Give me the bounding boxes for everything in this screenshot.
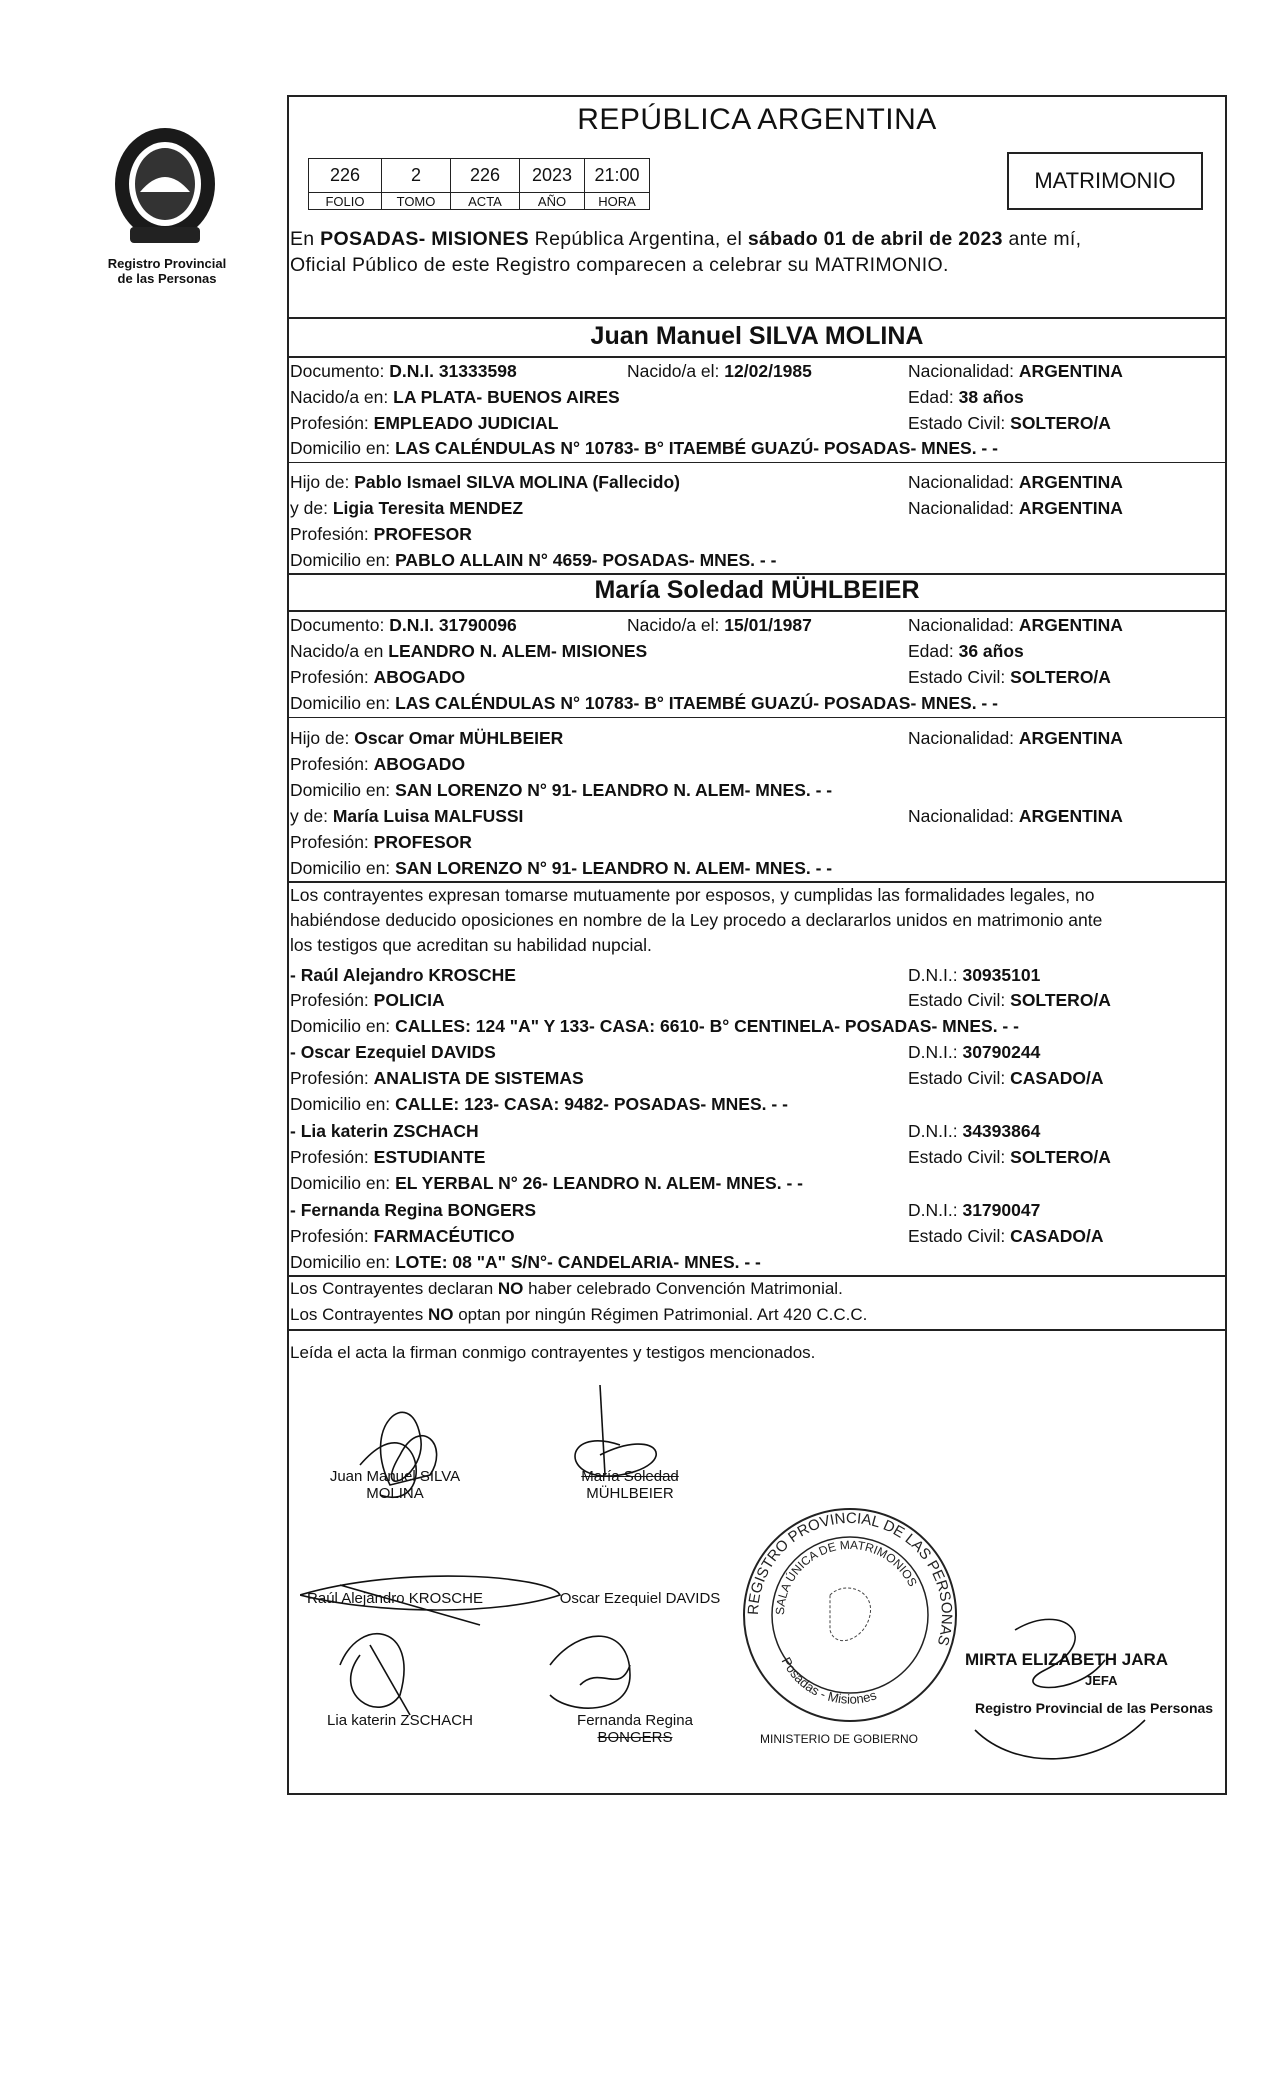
- spouse1-civil-status: Estado Civil: SOLTERO/A: [908, 413, 1111, 433]
- official-name: MIRTA ELIZABETH JARA: [965, 1650, 1169, 1669]
- witness3-address: Domicilio en: EL YERBAL N° 26- LEANDRO N. ALEM- MNES. - -: [290, 1173, 803, 1193]
- record-type-box: MATRIMONIO: [1007, 152, 1203, 210]
- witness3-profession: Profesión: ESTUDIANTE: [290, 1147, 486, 1167]
- spouse2-profession: Profesión: ABOGADO: [290, 667, 466, 687]
- sig-caption-spouse1: Juan Manuel SILVA MOLINA: [329, 1468, 461, 1502]
- divider: [287, 1275, 1227, 1277]
- logo-caption: Registro Provincial de las Personas: [107, 256, 227, 286]
- spouse2-father: Hijo de: Oscar Omar MÜHLBEIER: [290, 728, 564, 748]
- divider: [287, 573, 1227, 575]
- spouse2-father-nationality: Nacionalidad: ARGENTINA: [908, 728, 1123, 748]
- divider: [287, 317, 1227, 319]
- acta-value: 226: [451, 159, 520, 193]
- spouse2-nationality: Nacionalidad: ARGENTINA: [908, 615, 1123, 635]
- spouse2-mother-nationality: Nacionalidad: ARGENTINA: [908, 806, 1123, 826]
- witness2-address: Domicilio en: CALLE: 123- CASA: 9482- POSADAS- MNES. - -: [290, 1094, 788, 1114]
- sig-caption-spouse2: María Soledad MÜHLBEIER: [581, 1468, 679, 1502]
- svg-text:SALA ÚNICA DE MATRIMONIOS: [773, 1538, 920, 1615]
- spouse1-father: Hijo de: Pablo Ismael SILVA MOLINA (Fallecido): [290, 472, 680, 492]
- spouse2-father-profession: Profesión: ABOGADO: [290, 754, 466, 774]
- witness2-civil: Estado Civil: CASADO/A: [908, 1068, 1104, 1088]
- witness1-dni: D.N.I.: 30935101: [908, 965, 1041, 985]
- convention-statement: Los Contrayentes declaran NO haber celebrado Convención Matrimonial.: [290, 1279, 843, 1298]
- witness4-profession: Profesión: FARMACÉUTICO: [290, 1226, 515, 1246]
- witness4-address: Domicilio en: LOTE: 08 "A" S/N°- CANDELARIA- MNES. - -: [290, 1252, 761, 1272]
- spouse2-civil-status: Estado Civil: SOLTERO/A: [908, 667, 1111, 687]
- folio-label: FOLIO: [309, 193, 382, 210]
- spouse1-profession: Profesión: EMPLEADO JUDICIAL: [290, 413, 559, 433]
- spouse1-parents-address: Domicilio en: PABLO ALLAIN N° 4659- POSADAS- MNES. - -: [290, 550, 777, 570]
- svg-text:Posadas - Misiones: [779, 1655, 879, 1707]
- sig-caption-witness2: Oscar Ezequiel DAVIDS: [559, 1590, 721, 1607]
- regime-statement: Los Contrayentes NO optan por ningún Régimen Patrimonial. Art 420 C.C.C.: [290, 1305, 868, 1324]
- spouse1-nationality: Nacionalidad: ARGENTINA: [908, 361, 1123, 381]
- witness3-dni: D.N.I.: 34393864: [908, 1121, 1041, 1141]
- sig-caption-witness1: Raúl Alejandro KROSCHE: [307, 1590, 483, 1607]
- spouse2-mother-profession: Profesión: PROFESOR: [290, 832, 472, 852]
- witness4-civil: Estado Civil: CASADO/A: [908, 1226, 1104, 1246]
- spouse2-birthdate: Nacido/a el: 15/01/1987: [627, 615, 812, 635]
- spouse1-parents-profession: Profesión: PROFESOR: [290, 524, 472, 544]
- spouse2-birthplace: Nacido/a en LEANDRO N. ALEM- MISIONES: [290, 641, 648, 661]
- closing-text: Leída el acta la firman conmigo contrayentes y testigos mencionados.: [290, 1343, 816, 1362]
- witness2-dni: D.N.I.: 30790244: [908, 1042, 1041, 1062]
- divider: [287, 462, 1227, 463]
- divider: [287, 356, 1227, 358]
- spouse1-mother-nationality: Nacionalidad: ARGENTINA: [908, 498, 1123, 518]
- svg-text:REGISTRO PROVINCIAL DE LAS PER: [745, 1510, 955, 1648]
- spouse1-name: Juan Manuel SILVA MOLINA: [590, 322, 924, 350]
- witness2-profession: Profesión: ANALISTA DE SISTEMAS: [290, 1068, 584, 1088]
- witness1-name: - Raúl Alejandro KROSCHE: [290, 965, 516, 985]
- stamp-outer-text: REGISTRO PROVINCIAL DE LAS PERSONAS: [744, 1509, 956, 1648]
- spouse2-mother-address: Domicilio en: SAN LORENZO N° 91- LEANDRO N. ALEM- MNES. - -: [290, 858, 833, 878]
- divider: [287, 610, 1227, 612]
- witness3-civil: Estado Civil: SOLTERO/A: [908, 1147, 1111, 1167]
- witness2-name: - Oscar Ezequiel DAVIDS: [290, 1042, 496, 1062]
- spouse1-address: Domicilio en: LAS CALÉNDULAS N° 10783- B° ITAEMBÉ GUAZÚ- POSADAS- MNES. - -: [290, 438, 998, 458]
- hora-value: 21:00: [585, 159, 650, 193]
- witness4-dni: D.N.I.: 31790047: [908, 1200, 1041, 1220]
- province-logo: [105, 122, 225, 252]
- official-role: JEFA: [1085, 1673, 1118, 1688]
- spouse1-age: Edad: 38 años: [908, 387, 1024, 407]
- official-office: Registro Provincial de las Personas: [975, 1700, 1214, 1716]
- declaration-text: Los contrayentes expresan tomarse mutuamente por esposos, y cumplidas las formalidades legales, no habiéndose deducido oposiciones en nombre de la Ley procedo a declararlos unidos en matrimonio ante los testigos que acreditan su habilidad nupcial.: [290, 885, 1103, 955]
- spouse2-father-address: Domicilio en: SAN LORENZO N° 91- LEANDRO N. ALEM- MNES. - -: [290, 780, 833, 800]
- acta-label: ACTA: [451, 193, 520, 210]
- spouse2-address: Domicilio en: LAS CALÉNDULAS N° 10783- B° ITAEMBÉ GUAZÚ- POSADAS- MNES. - -: [290, 693, 998, 713]
- spouse2-age: Edad: 36 años: [908, 641, 1024, 661]
- spouse1-mother: y de: Ligia Teresita MENDEZ: [290, 498, 524, 518]
- spouse2-document: Documento: D.N.I. 31790096: [290, 615, 517, 635]
- intro-text: En POSADAS- MISIONES República Argentina, el sábado 01 de abril de 2023 ante mí, Oficial Público de este Registro comparecen a celebrar su MATRIMONIO.: [290, 228, 1082, 276]
- folio-value: 226: [309, 159, 382, 193]
- spouse2-mother: y de: María Luisa MALFUSSI: [290, 806, 524, 826]
- anio-label: AÑO: [520, 193, 585, 210]
- stamp-inner-text: SALA ÚNICA DE MATRIMONIOS: [772, 1537, 920, 1616]
- spouse1-birthplace: Nacido/a en: LA PLATA- BUENOS AIRES: [290, 387, 620, 407]
- witness1-civil: Estado Civil: SOLTERO/A: [908, 990, 1111, 1010]
- stamp-city-text: Posadas - Misiones: [778, 1654, 879, 1707]
- sig-caption-witness4: Fernanda Regina BONGERS: [577, 1712, 693, 1746]
- witness1-profession: Profesión: POLICIA: [290, 990, 445, 1010]
- tomo-value: 2: [382, 159, 451, 193]
- spouse1-father-nationality: Nacionalidad: ARGENTINA: [908, 472, 1123, 492]
- country-title: REPÚBLICA ARGENTINA: [577, 103, 937, 136]
- tomo-label: TOMO: [382, 193, 451, 210]
- spouse2-name: María Soledad MÜHLBEIER: [594, 576, 920, 604]
- divider: [287, 717, 1227, 718]
- spouse1-document: Documento: D.N.I. 31333598: [290, 361, 517, 381]
- spouse1-birthdate: Nacido/a el: 12/02/1985: [627, 361, 812, 381]
- registry-stamp: [735, 1500, 965, 1730]
- divider: [287, 1329, 1227, 1331]
- signatures-scribbles: [300, 1365, 720, 1745]
- stamp-bottom-text: MINISTERIO DE GOBIERNO: [760, 1732, 919, 1746]
- hora-label: HORA: [585, 193, 650, 210]
- registry-table: [308, 158, 650, 210]
- witness1-address: Domicilio en: CALLES: 124 "A" Y 133- CASA: 6610- B° CENTINELA- POSADAS- MNES. - -: [290, 1016, 1019, 1036]
- sig-caption-witness3: Lia katerin ZSCHACH: [327, 1712, 473, 1729]
- official-signature: [955, 1600, 1185, 1780]
- witness3-name: - Lia katerin ZSCHACH: [290, 1121, 479, 1141]
- witness4-name: - Fernanda Regina BONGERS: [290, 1200, 537, 1220]
- anio-value: 2023: [520, 159, 585, 193]
